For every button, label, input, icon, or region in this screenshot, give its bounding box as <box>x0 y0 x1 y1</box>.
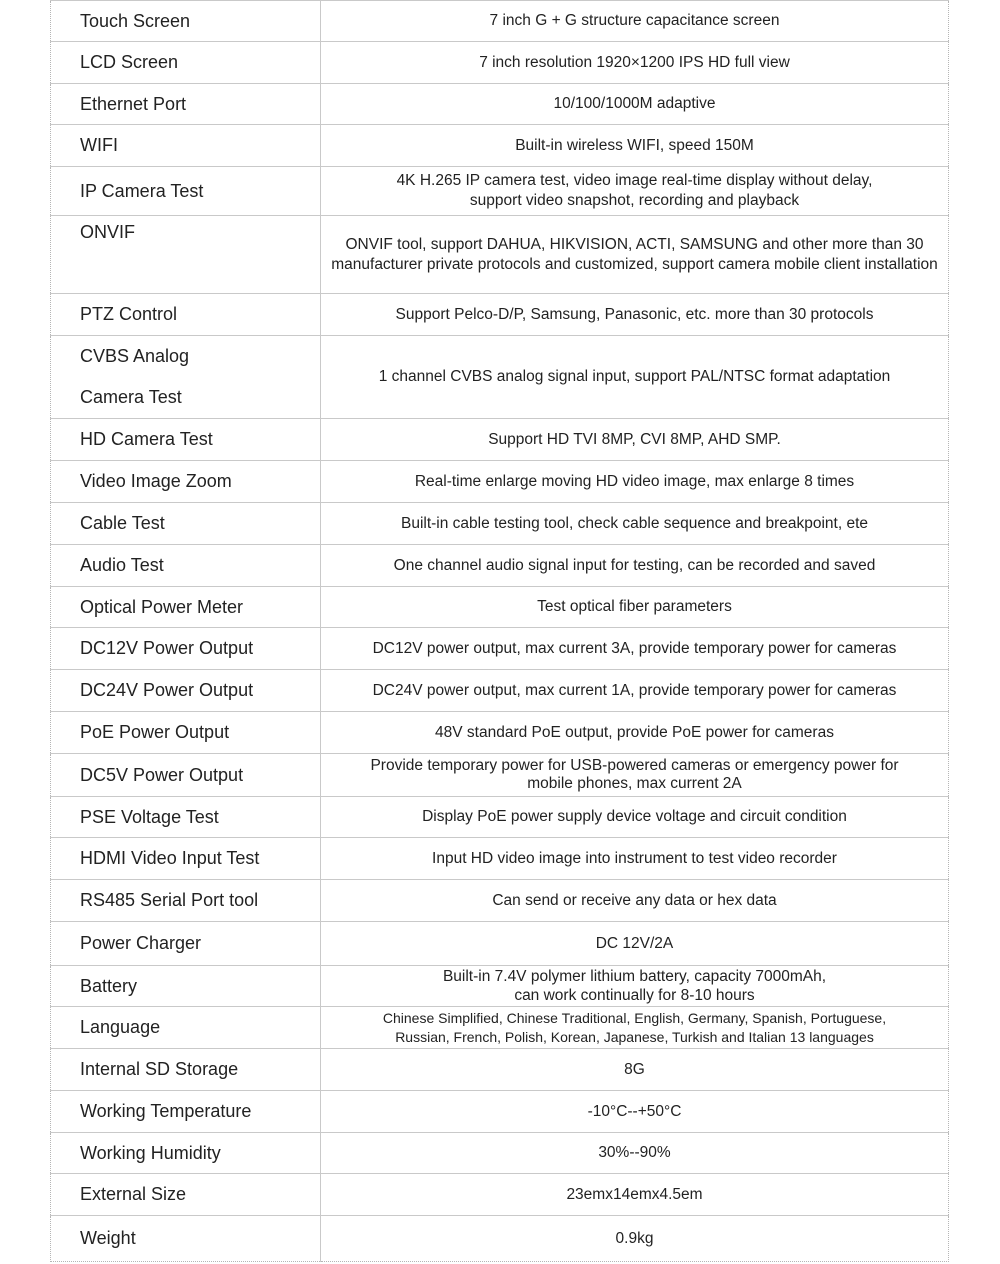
spec-value-line: Built-in wireless WIFI, speed 150M <box>515 136 754 154</box>
spec-row-language <box>51 1007 949 1049</box>
spec-value-line: Built-in 7.4V polymer lithium battery, capacity 7000mAh, <box>442 968 827 985</box>
spec-row-lcd-screen <box>51 42 949 84</box>
spec-label: Language <box>51 1007 321 1049</box>
spec-row-dc24v-power-output <box>51 670 949 712</box>
spec-label: HDMI Video Input Test <box>51 838 321 880</box>
spec-row-touch-screen <box>51 1 949 42</box>
spec-value <box>321 1007 949 1049</box>
spec-row-rs485-serial-port-tool <box>51 880 949 922</box>
spec-value-line: -10°C--+50°C <box>587 1102 682 1120</box>
spec-value-line: 4K H.265 IP camera test, video image real-time display without delay, <box>396 172 873 189</box>
spec-value-line: manufacturer private protocols and customized, support camera mobile client installation <box>331 255 938 273</box>
spec-value <box>321 880 949 922</box>
spec-label: Audio Test <box>51 545 321 587</box>
spec-label: PSE Voltage Test <box>51 797 321 838</box>
spec-value <box>321 1 949 42</box>
spec-label: WIFI <box>51 125 321 167</box>
spec-value-line: Russian, French, Polish, Korean, Japanese, Turkish and Italian 13 languages <box>395 1028 874 1045</box>
spec-value-line: 30%--90% <box>598 1144 671 1161</box>
spec-label: Internal SD Storage <box>51 1049 321 1091</box>
spec-row-internal-sd-storage <box>51 1049 949 1091</box>
spec-label: ONVIF <box>51 216 321 294</box>
spec-value <box>321 587 949 628</box>
spec-row-pse-voltage-test <box>51 797 949 838</box>
spec-value-line: 0.9kg <box>615 1229 654 1247</box>
spec-value <box>321 966 949 1007</box>
spec-label: Working Humidity <box>51 1133 321 1174</box>
spec-value <box>321 797 949 838</box>
spec-label: Battery <box>51 966 321 1007</box>
spec-value-line: One channel audio signal input for testing, can be recorded and saved <box>393 556 876 574</box>
spec-value-line: Test optical fiber parameters <box>537 598 732 615</box>
spec-label: IP Camera Test <box>51 167 321 216</box>
spec-label: LCD Screen <box>51 42 321 84</box>
spec-label: Working Temperature <box>51 1091 321 1133</box>
spec-row-poe-power-output <box>51 712 949 754</box>
spec-value-line: DC24V power output, max current 1A, provide temporary power for cameras <box>372 681 897 699</box>
spec-row-video-image-zoom <box>51 461 949 503</box>
spec-value-line: 1 channel CVBS analog signal input, support PAL/NTSC format adaptation <box>378 368 891 385</box>
spec-value <box>321 1216 949 1262</box>
spec-value <box>321 1049 949 1091</box>
spec-value-line: 23emx14emx4.5em <box>566 1185 703 1203</box>
spec-value-line: Provide temporary power for USB-powered cameras or emergency power for <box>370 757 899 774</box>
spec-row-working-humidity <box>51 1133 949 1174</box>
spec-value-line: Support Pelco-D/P, Samsung, Panasonic, etc. more than 30 protocols <box>395 305 874 323</box>
spec-value <box>321 84 949 125</box>
spec-label-line: CVBS Analog <box>80 346 190 366</box>
spec-value <box>321 42 949 84</box>
spec-label: DC24V Power Output <box>51 670 321 712</box>
spec-value <box>321 545 949 587</box>
spec-label: Ethernet Port <box>51 84 321 125</box>
spec-value <box>321 922 949 966</box>
spec-label: RS485 Serial Port tool <box>51 880 321 922</box>
spec-value-line: Chinese Simplified, Chinese Traditional, English, Germany, Spanish, Portuguese, <box>382 1009 887 1026</box>
spec-value-line: DC 12V/2A <box>595 934 674 952</box>
spec-row-audio-test <box>51 545 949 587</box>
spec-value-line: 8G <box>624 1060 645 1078</box>
spec-label: Weight <box>51 1216 321 1262</box>
spec-row-dc12v-power-output <box>51 628 949 670</box>
spec-value <box>321 838 949 880</box>
spec-label: Touch Screen <box>51 1 321 42</box>
spec-value-line: support video snapshot, recording and playback <box>469 192 800 209</box>
spec-value <box>321 294 949 336</box>
spec-value-line: 7 inch resolution 1920×1200 IPS HD full view <box>479 53 790 71</box>
spec-value-line: DC12V power output, max current 3A, provide temporary power for cameras <box>372 639 897 657</box>
spec-row-ip-camera-test <box>51 167 949 216</box>
spec-value-line: Display PoE power supply device voltage and circuit condition <box>422 808 847 825</box>
spec-row-power-charger <box>51 922 949 966</box>
spec-label: External Size <box>51 1174 321 1216</box>
spec-row-weight <box>51 1216 949 1262</box>
spec-value-line: ONVIF tool, support DAHUA, HIKVISION, ACTI, SAMSUNG and other more than 30 <box>345 235 924 253</box>
spec-row-hd-camera-test <box>51 419 949 461</box>
spec-row-external-size <box>51 1174 949 1216</box>
spec-label: PTZ Control <box>51 294 321 336</box>
spec-value <box>321 503 949 545</box>
spec-table <box>50 0 949 1262</box>
spec-value <box>321 712 949 754</box>
spec-label: DC5V Power Output <box>51 754 321 797</box>
spec-value <box>321 628 949 670</box>
spec-value-line: Support HD TVI 8MP, CVI 8MP, AHD SMP. <box>488 430 781 448</box>
spec-value-line: 48V standard PoE output, provide PoE power for cameras <box>435 723 834 741</box>
spec-row-ptz-control <box>51 294 949 336</box>
spec-label: Video Image Zoom <box>51 461 321 503</box>
spec-label: Power Charger <box>51 922 321 966</box>
spec-row-onvif <box>51 216 949 294</box>
spec-value <box>321 1091 949 1133</box>
spec-value-line: Real-time enlarge moving HD video image, max enlarge 8 times <box>414 472 855 490</box>
spec-label: DC12V Power Output <box>51 628 321 670</box>
spec-row-cvbs-analog <box>51 336 949 419</box>
spec-value <box>321 754 949 797</box>
spec-value <box>321 419 949 461</box>
spec-value-line: Built-in cable testing tool, check cable sequence and breakpoint, ete <box>400 514 869 532</box>
spec-value-line: Can send or receive any data or hex data <box>492 891 777 909</box>
spec-label: Cable Test <box>51 503 321 545</box>
spec-row-dc5v-power-output <box>51 754 949 797</box>
spec-row-wifi <box>51 125 949 167</box>
spec-table-body <box>51 1 949 1262</box>
spec-value <box>321 1174 949 1216</box>
spec-value <box>321 125 949 167</box>
spec-label <box>51 336 321 419</box>
spec-value <box>321 461 949 503</box>
spec-value <box>321 167 949 216</box>
spec-label: PoE Power Output <box>51 712 321 754</box>
spec-value-line: can work continually for 8-10 hours <box>514 987 755 1004</box>
spec-row-battery <box>51 966 949 1007</box>
spec-value-line: Input HD video image into instrument to test video recorder <box>432 849 837 867</box>
spec-row-hdmi-video-input-test <box>51 838 949 880</box>
spec-row-ethernet-port <box>51 84 949 125</box>
spec-value <box>321 336 949 419</box>
spec-value <box>321 216 949 294</box>
spec-label-line: Camera Test <box>80 387 182 407</box>
spec-value-line: 7 inch G + G structure capacitance screen <box>489 12 780 29</box>
spec-row-optical-power-meter <box>51 587 949 628</box>
spec-row-cable-test <box>51 503 949 545</box>
spec-label: HD Camera Test <box>51 419 321 461</box>
spec-row-working-temperature <box>51 1091 949 1133</box>
spec-label: Optical Power Meter <box>51 587 321 628</box>
spec-value-line: 10/100/1000M adaptive <box>553 95 716 112</box>
spec-value <box>321 670 949 712</box>
spec-value-line: mobile phones, max current 2A <box>527 775 742 792</box>
spec-value <box>321 1133 949 1174</box>
